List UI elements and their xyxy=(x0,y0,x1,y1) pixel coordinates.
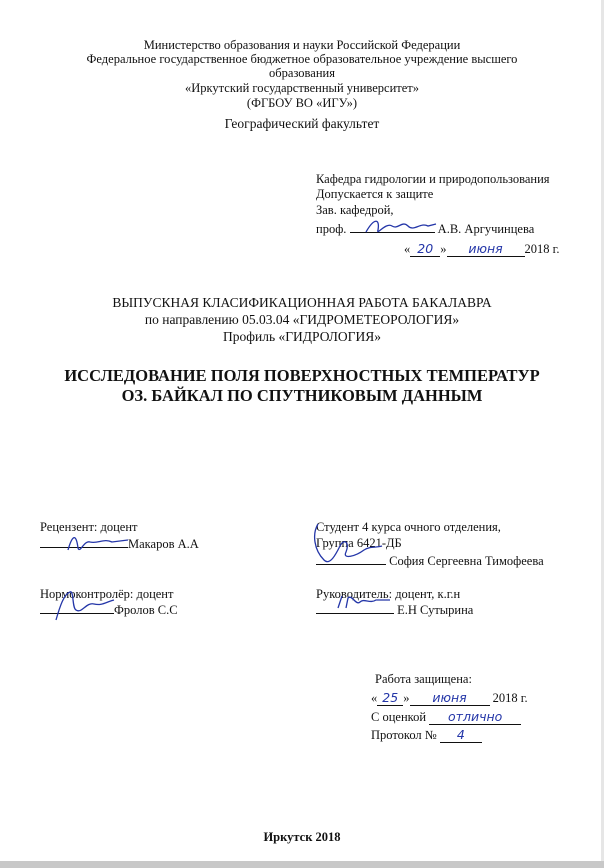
department: Кафедра гидрологии и природопользования xyxy=(316,172,550,186)
approval-day: 20 xyxy=(410,242,440,257)
grade-line xyxy=(371,710,521,725)
head-of-department: Зав. кафедрой, xyxy=(316,203,394,217)
thesis-title-line1: ИССЛЕДОВАНИЕ ПОЛЯ ПОВЕРХНОСТНЫХ ТЕМПЕРАТУР xyxy=(64,366,540,385)
scan-bottom-bar xyxy=(0,861,604,868)
student-name: София Сергеевна Тимофеева xyxy=(389,554,544,568)
defense-date: « 25 » июня 2018 г. xyxy=(371,690,528,705)
institution-line-cont: образования xyxy=(269,66,335,80)
institution-line: Федеральное государственное бюджетное образовательное учреждение высшего xyxy=(86,52,518,66)
work-type: ВЫПУСКНАЯ КЛАСИФИКАЦИОННАЯ РАБОТА БАКАЛАВРА xyxy=(112,295,492,310)
protocol-label: Протокол № xyxy=(371,728,437,742)
protocol-line xyxy=(371,728,482,743)
reviewer-signature xyxy=(62,528,132,556)
head-signature xyxy=(362,214,440,238)
thesis-title-line2: ОЗ. БАЙКАЛ ПО СПУТНИКОВЫМ ДАННЫМ xyxy=(121,386,483,405)
grade-value: отлично xyxy=(429,710,521,725)
approval-date: « 20 » июня 2018 г. xyxy=(404,241,560,256)
ministry-line: Министерство образования и науки Российской Федерации xyxy=(143,38,461,52)
student-signature xyxy=(306,520,386,568)
work-profile: Профиль «ГИДРОЛОГИЯ» xyxy=(223,329,381,344)
admission-note: Допускается к защите xyxy=(316,187,434,201)
defense-label: Работа защищена: xyxy=(375,672,472,686)
reviewer-label: Рецензент: доцент xyxy=(40,520,138,534)
defense-month: июня xyxy=(410,691,490,706)
faculty: Географический факультет xyxy=(224,116,380,131)
student-group: Группа 6421-ДБ xyxy=(316,536,402,550)
work-direction: по направлению 05.03.04 «ГИДРОМЕТЕОРОЛОГИЯ» xyxy=(144,312,460,327)
university-name: «Иркутский государственный университет» xyxy=(185,81,419,95)
university-abbr: (ФГБОУ ВО «ИГУ») xyxy=(246,96,358,110)
city-year: Иркутск 2018 xyxy=(263,830,341,844)
grade-label: С оценкой xyxy=(371,710,427,724)
reviewer-name: Макаров А.А xyxy=(128,537,199,551)
norm-controller-label: Нормоконтролёр: доцент xyxy=(40,587,174,601)
approval-month: июня xyxy=(447,242,525,257)
supervisor-label: Руководитель: доцент, к.г.н xyxy=(316,587,461,601)
protocol-value: 4 xyxy=(440,728,482,743)
student-label: Студент 4 курса очного отделения, xyxy=(316,520,501,534)
norm-controller-signature xyxy=(46,588,116,624)
supervisor-signature xyxy=(334,592,394,612)
prof-prefix: проф. xyxy=(316,222,347,236)
supervisor-name: Е.Н Сутырина xyxy=(397,603,474,617)
defense-day: 25 xyxy=(377,691,403,706)
head-name: А.В. Аргучинцева xyxy=(437,222,535,236)
norm-controller-name: Фролов С.С xyxy=(114,603,178,617)
